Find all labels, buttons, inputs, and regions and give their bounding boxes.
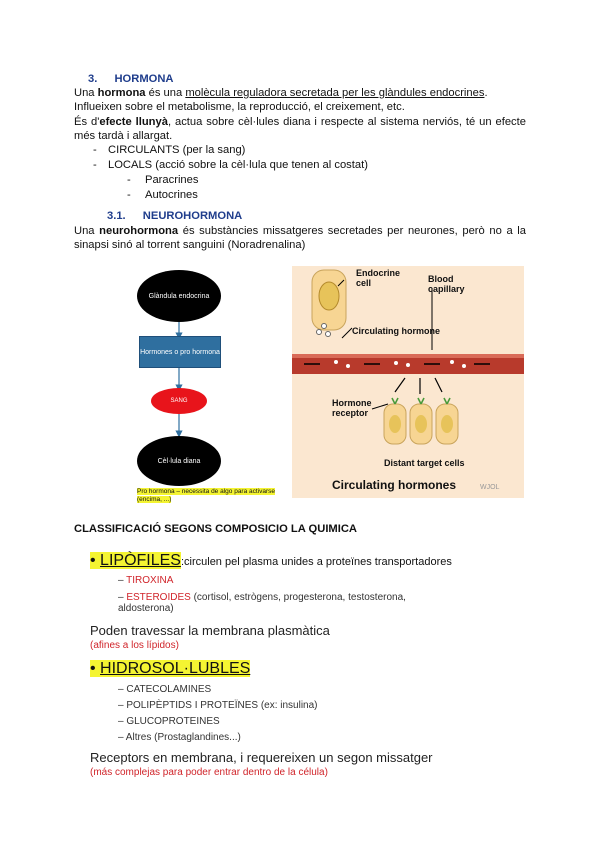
hormone-influence: Influeixen sobre el metabolisme, la reproducció, el creixement, etc. [74, 101, 405, 113]
prohormone-note: Pro hormona – necessita de algo para activarse (encima, ...) [137, 488, 276, 503]
hidro-note: Receptors en membrana, i requereixen un segon missatger [90, 750, 433, 765]
circulating-hormones-diagram [292, 266, 524, 498]
node-target-cell: Cèl·lula diana [137, 436, 221, 486]
sublist-item: - [127, 189, 131, 201]
list-item-circulants: CIRCULANTS (per la sang) [108, 144, 246, 156]
hidro-item: – Altres (Prostaglandines...) [118, 732, 241, 743]
diagram-caption: Circulating hormones [332, 478, 457, 492]
sublist-item: - [127, 174, 131, 186]
section-3-1-heading: 3.1. NEUROHORMONA [107, 210, 243, 222]
hidro-item: – GLUCOPROTEINES [118, 716, 220, 727]
label-distant-target-cells: Distant target cells [384, 458, 465, 468]
lipo-note-red: (afines a los lípidos) [90, 640, 179, 651]
diagram-watermark: WJOL [480, 484, 500, 491]
lipophilic-row: • LIPÒFILES:circulen pel plasma unides a proteïnes transportadores [90, 552, 452, 569]
node-blood: SANG [151, 388, 207, 414]
sublist-item-paracrines: Paracrines [145, 174, 199, 186]
label-blood-capillary: Blood capillary [428, 274, 465, 294]
label-circulating-hormone: Circulating hormone [352, 326, 441, 336]
list-item: - [93, 159, 97, 171]
list-item-locals: LOCALS (acció sobre la cèl·lula que tenen al costat) [108, 159, 368, 171]
hormone-definition: Una hormona és una molècula reguladora secretada per les glàndules endocrines. [74, 87, 488, 99]
sublist-item-autocrines: Autocrines [145, 189, 198, 201]
lipo-item-thyroxine: – TIROXINA [118, 575, 174, 586]
lipo-item-steroids: – ESTEROIDES (cortisol, estrògens, progesterona, testosterona, aldosterona) [118, 592, 406, 614]
hidro-item: – POLIPÈPTIDS I PROTEÏNES (ex: insulina) [118, 700, 318, 711]
node-hormone: Hormones o pro hormona [139, 336, 221, 368]
section-3-heading: 3. HORMONA [88, 73, 174, 85]
neurohormone-definition: Una neurohormona és substàncies missatgeres secretades per neurones, però no a la sinapsi sinó al torrent sanguini (Noradrenalina) [74, 225, 526, 251]
hormone-effect: És d'efecte llunyà, actua sobre cèl·lules diana i respecte al sistema nerviós, té un efecte més tardà i allargat. [74, 116, 526, 142]
lipo-note: Poden travessar la membrana plasmàtica [90, 623, 330, 638]
hidro-note-red: (más complejas para poder entrar dentro de la célula) [90, 767, 328, 778]
classification-heading: CLASSIFICACIÓ SEGONS COMPOSICIO LA QUIMICA [74, 523, 358, 535]
label-hormone-receptor: Hormone receptor [332, 398, 372, 418]
node-endocrine-gland: Glàndula endocrina [137, 270, 221, 322]
hydrosoluble-row: • HIDROSOL·LUBLES [90, 660, 251, 677]
label-endocrine-cell: Endocrine cell [356, 268, 401, 288]
list-item: - [93, 144, 97, 156]
hidro-item: – CATECOLAMINES [118, 684, 212, 695]
